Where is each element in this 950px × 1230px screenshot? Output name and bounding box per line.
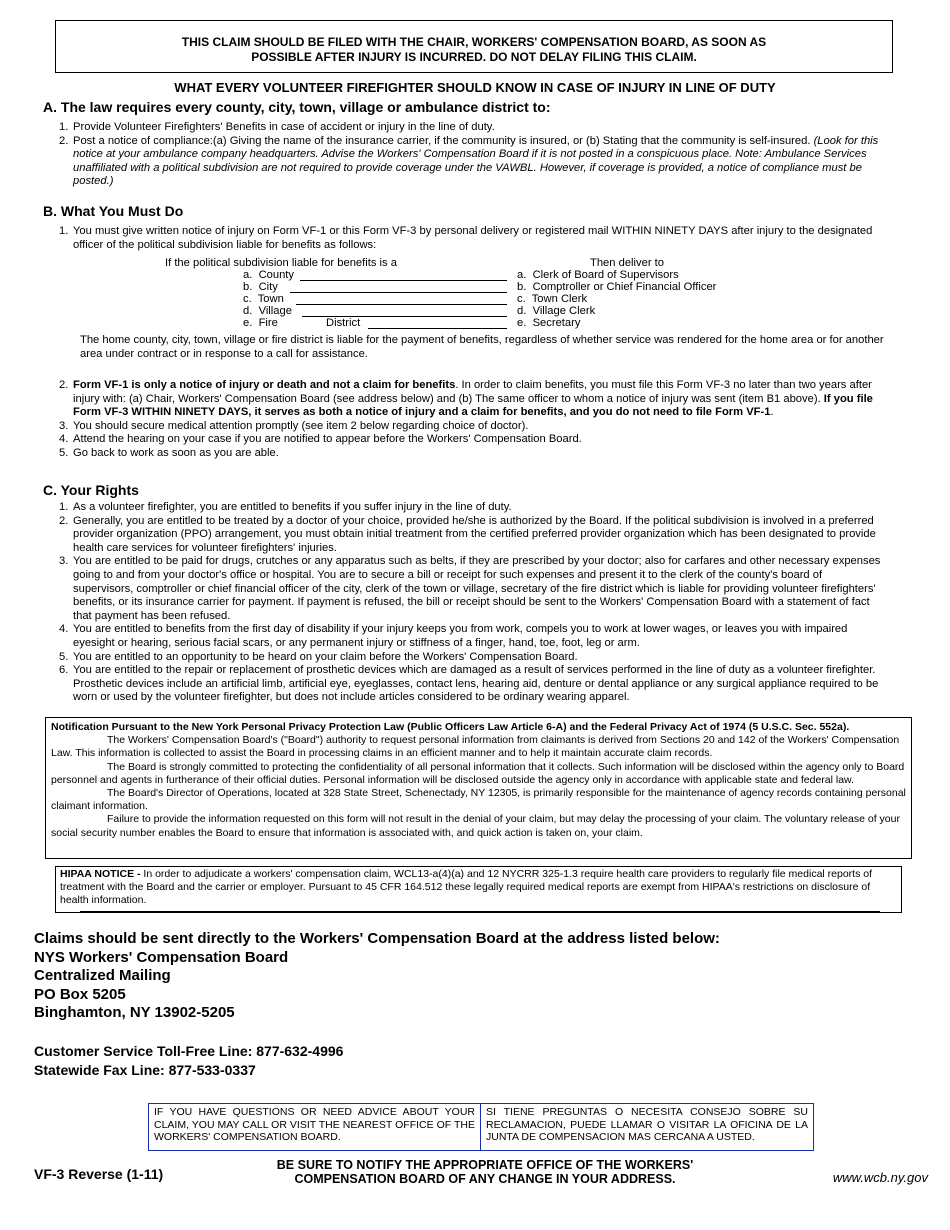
subdivision-row-fire-district xyxy=(243,317,278,329)
county-blank-line xyxy=(300,280,507,281)
item-number: 1. xyxy=(59,225,69,237)
address-intro: Claims should be sent directly to the Workers' Compensation Board at the address listed below: xyxy=(34,930,720,947)
address-line: Centralized Mailing xyxy=(34,967,171,984)
hipaa-label: HIPAA NOTICE - xyxy=(60,868,141,880)
fax-line: Statewide Fax Line: 877-533-0337 xyxy=(34,1061,256,1078)
home-liability-text: The home county, city, town, village or fire district is liable for the payment of benefits, regardless of whether service was rendered for the home area or for another area under contract or in response to a call for assistance. xyxy=(80,334,884,360)
item-number: 4. xyxy=(59,433,69,446)
list-item xyxy=(59,623,885,650)
item-text: Attend the hearing on your case if you are notified to appear before the Workers' Compensation Board. xyxy=(73,433,582,446)
phone-block xyxy=(34,1042,343,1079)
list-item xyxy=(59,420,899,434)
hipaa-notice-box xyxy=(55,866,902,913)
officer-row xyxy=(517,281,716,293)
list-item xyxy=(59,135,879,189)
questions-box xyxy=(148,1103,814,1151)
row-name: Fire xyxy=(258,317,278,329)
notice-line: COMPENSATION BOARD OF ANY CHANGE IN YOUR ADDRESS. xyxy=(294,1172,676,1186)
row-letter: b. xyxy=(517,281,527,293)
item-number: 1. xyxy=(59,121,69,133)
list-item xyxy=(59,225,879,252)
subdivision-row-town xyxy=(243,293,284,305)
list-item xyxy=(59,651,885,665)
filing-notice-line-1: THIS CLAIM SHOULD BE FILED WITH THE CHAIR, WORKERS' COMPENSATION BOARD, AS SOON AS xyxy=(181,35,767,49)
item-text: Generally, you are entitled to be treated by a doctor of your choice, provided he/she is authorized by the Board. If the political subdivision is involved in a preferred provider organization (PPO) arrangement, you must obtain initial treatment from the certified preferred provider organization which has been designated to provide health care services for volunteer firefighters' injuries. xyxy=(73,514,876,554)
item-text: Post a notice of compliance:(a) Giving the name of the insurance carrier, if the community is insured, or (b) Stating that the community is self-insured. xyxy=(73,134,811,147)
row-letter: e. xyxy=(243,317,253,329)
row-name: Town xyxy=(257,293,284,305)
list-item xyxy=(59,664,885,705)
item-number: 6. xyxy=(59,664,69,677)
list-item xyxy=(59,433,899,447)
row-letter: a. xyxy=(517,269,527,281)
item-number: 5. xyxy=(59,650,69,663)
list-item xyxy=(59,515,885,556)
privacy-notice-box xyxy=(45,717,912,859)
section-a-heading: A. The law requires every county, city, town, village or ambulance district to: xyxy=(43,99,551,115)
item-text: Go back to work as soon as you are able. xyxy=(73,446,279,459)
filing-notice-line-2: POSSIBLE AFTER INJURY IS INCURRED. DO NOT DELAY FILING THIS CLAIM. xyxy=(251,50,697,64)
town-blank-line xyxy=(296,304,507,305)
divider xyxy=(80,911,880,913)
row-name: Secretary xyxy=(532,317,581,329)
item-bold-text: If you file Form VF-3 WITHIN NINETY DAYS, it serves as both a notice of injury and a claim for benefits, and you do not need to file Form VF-1 xyxy=(73,392,873,419)
section-c-heading: C. Your Rights xyxy=(43,482,139,498)
website-link[interactable]: www.wcb.ny.gov xyxy=(832,1170,928,1185)
fire-district-blank-line xyxy=(368,328,507,329)
mailing-address-block xyxy=(34,930,720,1023)
city-blank-line xyxy=(290,292,507,293)
deliver-header: Then deliver to xyxy=(590,257,665,269)
row-name: Comptroller or Chief Financial Officer xyxy=(532,281,717,293)
form-id: VF-3 Reverse (1-11) xyxy=(34,1166,164,1182)
item-text: You are entitled to be paid for drugs, crutches or any apparatus such as belts, if they are prescribed by your doctor; also for carfares and other necessary expenses going to and from your doctor's office or hospital. You are to secure a bill or receipt for such expenses and present it to the clerk of the county's board of supervisors, comptroller or chief financial officer of the city, clerk of the town or village, secretary of the fire district which is liable for providing volunteer firefighters' benefits, or its insurance carrier for payment. If payment is refused, the bill or receipt should be sent to the Workers' Compensation Board with a statement of fact that payment has been refused. xyxy=(73,555,881,622)
address-line: NYS Workers' Compensation Board xyxy=(34,948,289,966)
privacy-paragraph: The Workers' Compensation Board's ("Board") authority to request personal information from claimants is derived from Sections 20 and 142 of the Workers' Compensation Law. This information is collected to assist the Board in processing claims in an efficient manner and to help it maintain accurate claim records. xyxy=(51,734,900,760)
item-text: You should secure medical attention promptly (see item 2 below regarding choice of doctor). xyxy=(73,419,529,432)
list-item xyxy=(59,447,899,461)
section-b-list-1 xyxy=(59,225,879,252)
list-item xyxy=(59,555,885,623)
privacy-paragraph: The Board's Director of Operations, located at 328 State Street, Schenectady, NY 12305, is primarily responsible for the maintenance of agency records containing personal claimant information. xyxy=(51,787,906,813)
page-title: WHAT EVERY VOLUNTEER FIREFIGHTER SHOULD KNOW IN CASE OF INJURY IN LINE OF DUTY xyxy=(174,80,776,95)
row-name: City xyxy=(258,281,278,293)
questions-english: IF YOU HAVE QUESTIONS OR NEED ADVICE ABOUT YOUR CLAIM, YOU MAY CALL OR VISIT THE NEAREST OFFICE OF THE WORKERS' COMPENSATION BOARD. xyxy=(149,1104,481,1150)
subdivision-row-city xyxy=(243,281,278,293)
row-letter: c. xyxy=(517,293,526,305)
row-name: Town Clerk xyxy=(531,293,588,305)
item-text: You are entitled to benefits from the first day of disability if your injury keeps you from work, compels you to work at lower wages, or leaves you with impaired eyesight or hearing, serious facial scars, or any permanent injury or stiffness of a finger, hand, toe, foot, leg or arm. xyxy=(73,623,848,649)
list-item xyxy=(59,379,899,420)
privacy-paragraph: The Board is strongly committed to protecting the confidentiality of all personal information that it collects. Such information will be disclosed within the agency only to Board personnel and agents in furtherance of their official duties. Personal information will be disclosed outside the agency only in accordance with applicable state and federal law. xyxy=(51,760,905,786)
row-letter: c. xyxy=(243,293,252,305)
toll-free-line: Customer Service Toll-Free Line: 877-632-4996 xyxy=(34,1043,344,1059)
item-number: 1. xyxy=(59,501,69,513)
item-text: Provide Volunteer Firefighters' Benefits in case of accident or injury in the line of duty. xyxy=(73,121,495,133)
row-letter: b. xyxy=(243,281,253,293)
item-text: You are entitled to an opportunity to be heard on your claim before the Workers' Compensation Board. xyxy=(73,650,578,663)
item-bold-text: Form VF-1 is only a notice of injury or death and not a claim for benefits xyxy=(73,379,456,391)
row-name: County xyxy=(258,269,295,281)
list-item xyxy=(59,501,885,515)
privacy-heading: Notification Pursuant to the New York Personal Privacy Protection Law (Public Officers Law Article 6-A) and the Federal Privacy Act of 1974 (5 U.S.C. Sec. 552a). xyxy=(51,721,850,733)
row-letter: e. xyxy=(517,317,527,329)
district-label: District xyxy=(326,317,361,329)
address-line: Binghamton, NY 13902-5205 xyxy=(34,1004,235,1021)
officer-row xyxy=(517,269,679,281)
address-change-notice xyxy=(235,1158,735,1186)
subdivision-row-county xyxy=(243,269,294,281)
list-item xyxy=(59,121,879,135)
row-letter: d. xyxy=(243,305,253,317)
officer-row xyxy=(517,293,587,305)
item-number: 2. xyxy=(59,134,69,147)
compliance-note: (Look for this notice at your ambulance company headquarters. Advise the Workers' Compensation Board if it is not posted in a conspicuous place. Note: Ambulance Services unaffiliated with a political subdivision are not required to provide coverage under the VAWBL. However, if coverage is provided, a notice of compliance must be posted.) xyxy=(73,134,879,188)
row-letter: a. xyxy=(243,269,253,281)
subdivision-row-village xyxy=(243,305,292,317)
item-number: 3. xyxy=(59,419,69,432)
address-line: PO Box 5205 xyxy=(34,985,126,1003)
item-number: 5. xyxy=(59,446,69,459)
item-number: 2. xyxy=(59,514,69,527)
item-text: You are entitled to the repair or replacement of prosthetic devices which are damaged as a result of services performed in the line of duty as a volunteer firefighter. Prosthetic devices include an artificial limb, artificial eye, eyeglasses, contact lens, hearing aid, denture or dental appliance or any surgical appliance required to be worn or used by the volunteer firefighter, but does not include articles considered to be ordinary wearing apparel. xyxy=(73,664,879,704)
section-b-heading: B. What You Must Do xyxy=(43,203,184,219)
item-text: You must give written notice of injury on Form VF-1 or this Form VF-3 by personal delivery or registered mail WITHIN NINETY DAYS after injury to the designated officer of the political subdivision liable for benefits as follows: xyxy=(73,225,873,251)
item-number: 4. xyxy=(59,623,69,636)
questions-spanish: SI TIENE PREGUNTAS O NECESITA CONSEJO SOBRE SU RECLAMACION, PUEDE LLAMAR O VISITAR LA OFICINA DE LA JUNTA DE COMPENSACION MAS CERCANA A USTED. xyxy=(486,1106,808,1143)
notice-line: BE SURE TO NOTIFY THE APPROPRIATE OFFICE OF THE WORKERS' xyxy=(276,1158,694,1172)
hipaa-text: In order to adjudicate a workers' compensation claim, WCL13-a(4)(a) and 12 NYCRR 325-1.3 require health care providers to regularly file medical reports of treatment with the Board and the carrier or employer. Pursuant to 45 CFR 164.512 these legally required medical reports are exempt from HIPAA's restrictions on disclosure of health information. xyxy=(60,868,873,907)
row-name: Village Clerk xyxy=(532,305,596,317)
item-text: . In order to claim benefits, you must file this Form VF-3 no later than two years after injury with: (a) Chair, Workers' Compensation Board (see address below) and (b) The same officer to whom a notice of injury was sent (item B1 above). xyxy=(73,379,872,405)
filing-notice-box xyxy=(55,20,893,73)
item-number: 3. xyxy=(59,555,69,568)
row-letter: d. xyxy=(517,305,527,317)
section-b-list-2 xyxy=(59,379,899,461)
section-a-list xyxy=(59,121,879,189)
row-name: Clerk of Board of Supervisors xyxy=(532,269,679,281)
privacy-paragraph: Failure to provide the information requested on this form will not result in the denial of your claim, but may delay the processing of your claim. The voluntary release of your social security number enables the Board to ensure that information is associated with, and quick action is taken on, your claim. xyxy=(51,813,900,839)
section-c-list xyxy=(59,501,885,705)
subdivision-header: If the political subdivision liable for benefits is a xyxy=(165,257,397,269)
officer-row xyxy=(517,317,580,329)
item-text: As a volunteer firefighter, you are entitled to benefits if you suffer injury in the line of duty. xyxy=(73,501,512,513)
officer-row xyxy=(517,305,595,317)
row-name: Village xyxy=(258,305,292,317)
item-number: 2. xyxy=(59,379,69,391)
item-text: . xyxy=(770,406,774,419)
